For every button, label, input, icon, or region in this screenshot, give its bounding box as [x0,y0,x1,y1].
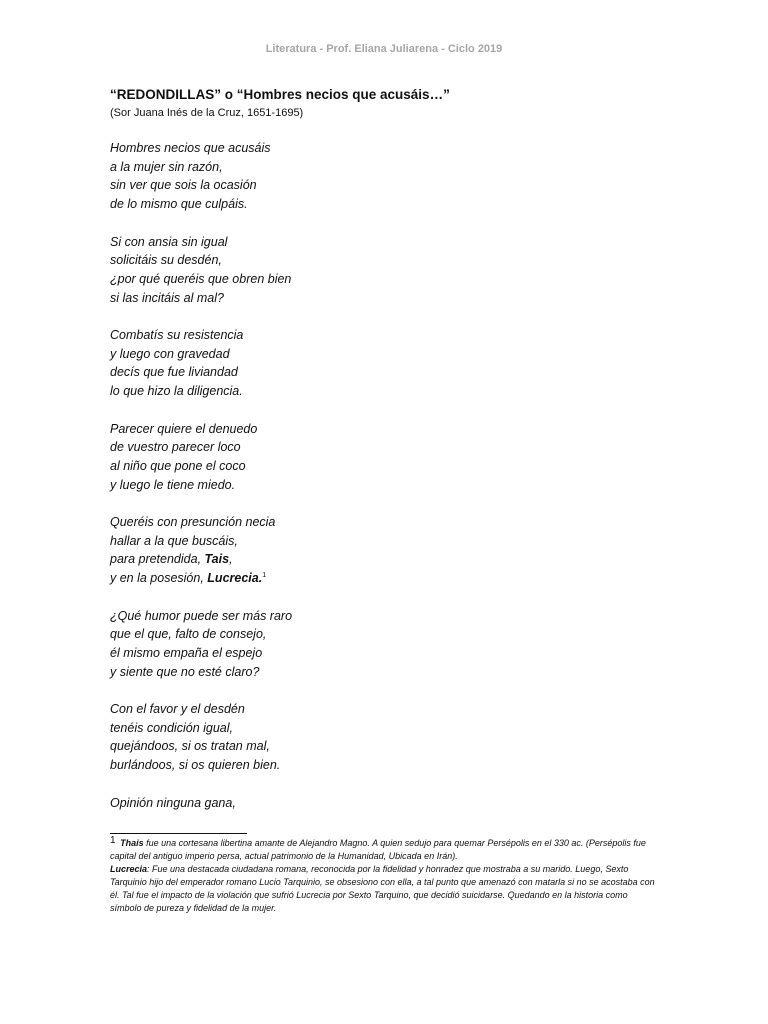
footnote-text: : Fue una destacada ciudadana romana, reconocida por la fidelidad y honradez que mostraba a su marido. Luego, Sexto Tarquinio hijo del emperador romano Lucio Tarquinio, se obsesiono con ella, a tal punto que amenazó con matarla si no se acostaba con él. Tal fue el impacto de la violación que sufrió Lucrecia por Sexto Tarquino, que decidió suicidarse. Quedando en la historia como símbolo de pureza y fidelidad de la mujer. [110,864,655,914]
footnote-reference[interactable]: 1 [262,571,267,579]
poem-line: de vuestro parecer loco [110,440,241,455]
poem-line: Queréis con presunción necia [110,515,276,529]
poem-line: Parecer quiere el denuedo [110,421,258,436]
poem-line: y luego con gravedad [110,346,230,361]
poem-line [110,550,670,569]
poem-line: quejándoos, si os tratan mal, [110,739,270,754]
poem-line: de lo mismo que culpáis. [110,197,248,212]
stanza-4 [110,420,670,495]
poem-line: Opinión ninguna gana, [110,795,236,810]
poem-body [110,139,670,831]
line-text: , [229,552,233,567]
stanza-7 [110,700,670,775]
poem-line: Si con ansia sin igual [110,234,228,249]
poem-title: “REDONDILLAS” o “Hombres necios que acusáis…” [110,87,450,102]
line-text: para pretendida, [110,552,205,567]
poem-line: al niño que pone el coco [110,458,246,473]
footnote-separator [110,833,247,834]
bold-name-lucrecia: Lucrecia. [207,571,263,586]
poem-line: a la mujer sin razón, [110,159,223,174]
poem-line: y siente que no esté claro? [110,664,260,679]
footnote-term-thais: Thais [120,838,144,848]
stanza-6 [110,607,670,682]
stanza-1 [110,139,670,214]
poem-line: hallar a la que buscáis, [110,533,238,548]
poem-line: burlándoos, si os quieren bien. [110,758,281,773]
poem-line: Hombres necios que acusáis [110,141,271,155]
footnote-text: fue una cortesana libertina amante de Alejandro Magno. A quien sedujo para quemar Persépolis en el 330 ac. (Persépolis fue capital del antiguo imperio persa, actual patrimonio de la Humanidad, Ubicada en Irán). [110,838,646,862]
poem-line: sin ver que sois la ocasión [110,178,257,193]
poem-line: que el que, falto de consejo, [110,627,267,642]
poem-line: Con el favor y el desdén [110,702,245,716]
poem-line: y luego le tiene miedo. [110,477,236,492]
footnote-lucrecia [110,863,658,915]
bold-name-tais: Tais [204,552,230,567]
poem-line: solicitáis su desdén, [110,253,222,268]
poem-line: él mismo empaña el espejo [110,645,263,660]
poem-line: tenéis condición igual, [110,720,233,735]
stanza-2 [110,233,670,308]
poem-line: Combatís su resistencia [110,328,244,342]
footnotes [110,837,658,916]
poem-line: decís que fue liviandad [110,365,238,380]
footnote-term-lucrecia: Lucrecia [110,864,148,875]
footnote-thais [110,837,658,863]
footnote-number: 1 [110,835,116,846]
line-text: y en la posesión, [110,571,208,586]
page-header: Literatura - Prof. Eliana Juliarena - Ciclo 2019 [265,43,503,55]
poem-author: (Sor Juana Inés de la Cruz, 1651-1695) [110,107,304,119]
poem-line: lo que hizo la diligencia. [110,384,243,399]
stanza-8 [110,794,670,813]
stanza-5 [110,513,670,588]
stanza-3 [110,326,670,401]
poem-line: ¿Qué humor puede ser más raro [110,608,293,623]
poem-line [110,569,670,588]
poem-line: ¿por qué queréis que obren bien [110,271,292,286]
poem-line: si las incitáis al mal? [110,290,224,305]
